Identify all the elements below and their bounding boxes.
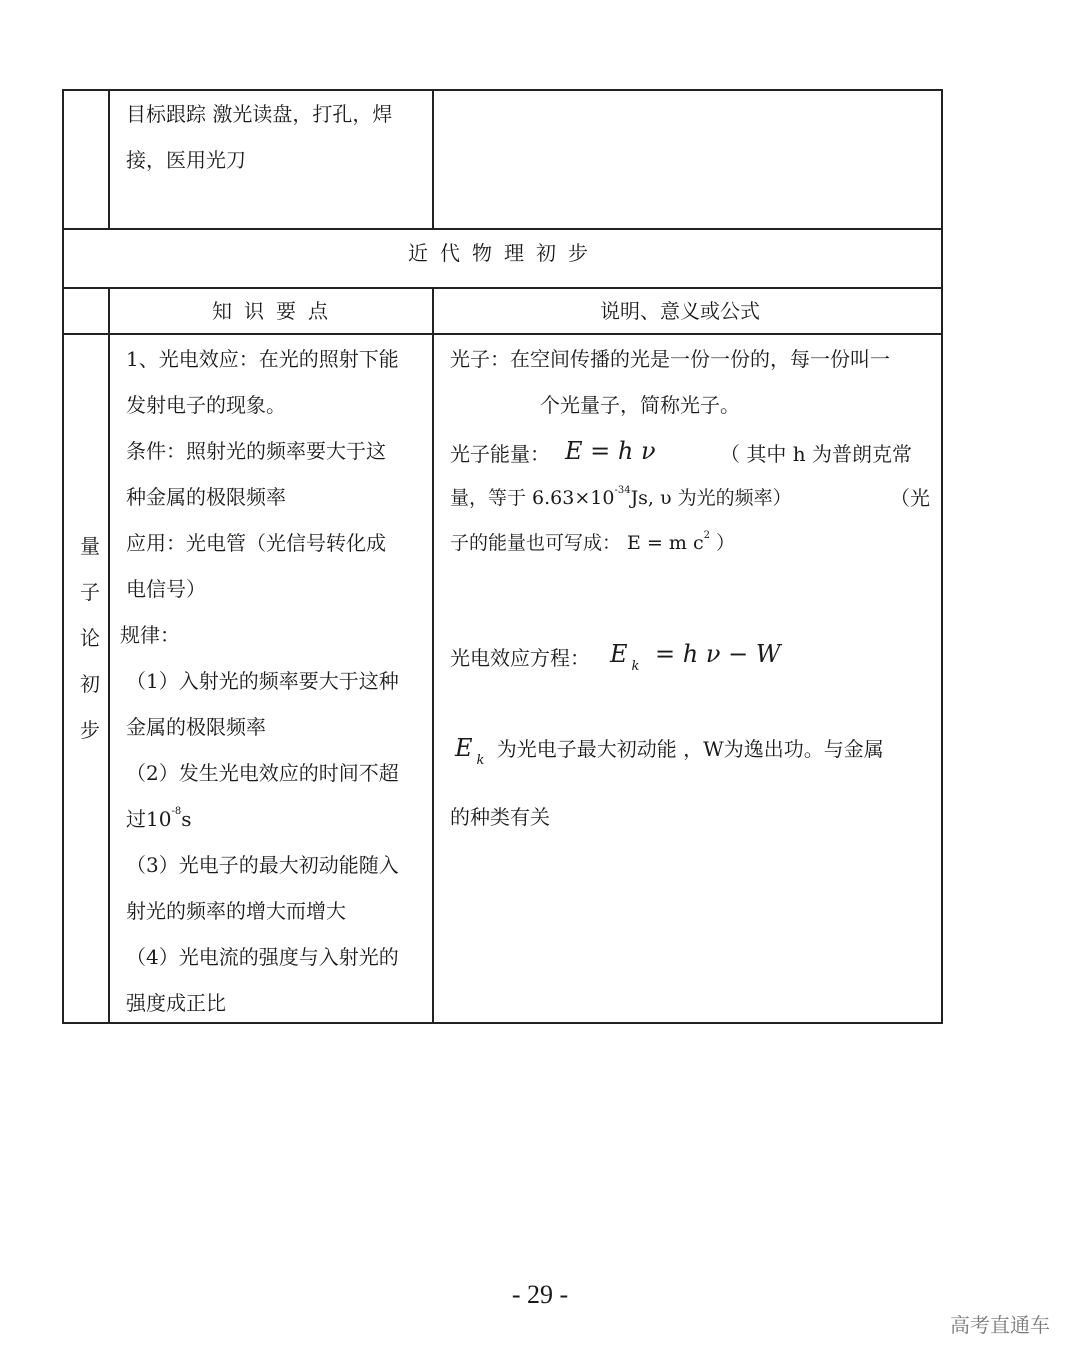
- subscript-k: k: [476, 753, 485, 768]
- col-divider-2: [432, 89, 434, 230]
- category-char: 量: [80, 534, 100, 558]
- knowledge-line: 规律：: [120, 623, 180, 647]
- photon-energy-line-2-tail: （光: [890, 486, 930, 510]
- knowledge-line: 电信号）: [126, 577, 206, 601]
- exponent: -34: [614, 484, 631, 496]
- table-border-left: [62, 89, 64, 1024]
- category-char: 子: [80, 580, 100, 604]
- photoelectric-equation: [610, 640, 781, 674]
- photon-energy-label: 光子能量：: [450, 442, 550, 466]
- energy-text: ）: [709, 532, 736, 554]
- energy-text: 子的能量也可写成： E = m c: [450, 532, 704, 554]
- section-title: 近代物理初步: [408, 241, 600, 265]
- top-row-line-1: 目标跟踪 激光读盘，打孔，焊: [126, 102, 393, 126]
- knowledge-line: （4）光电流的强度与入射光的: [126, 945, 399, 969]
- table-border-right: [941, 89, 943, 1024]
- table-border-top: [62, 89, 943, 91]
- knowledge-line: 条件：照射光的频率要大于这: [126, 439, 386, 463]
- subscript-k: k: [631, 659, 640, 674]
- knowledge-line: （3）光电子的最大初动能随入: [126, 853, 399, 877]
- photon-energy-line-2: [450, 486, 792, 510]
- category-char: 论: [80, 626, 100, 650]
- table-border-bottom: [62, 1022, 943, 1024]
- column-header-explanation: 说明、意义或公式: [600, 299, 760, 323]
- unit: s: [181, 807, 192, 831]
- knowledge-line: 金属的极限频率: [126, 715, 266, 739]
- energy-text: Js, υ 为光的频率）: [630, 487, 792, 509]
- photon-energy-note: （ 其中 h 为普朗克常: [720, 442, 912, 466]
- row-divider: [62, 228, 943, 230]
- knowledge-line: 种金属的极限频率: [126, 485, 286, 509]
- kinetic-energy-line: [455, 734, 884, 768]
- photon-definition-2: 个光量子，简称光子。: [540, 393, 740, 417]
- kinetic-energy-text: 为光电子最大初动能 ，W为逸出功。与金属: [490, 737, 884, 761]
- photoelectric-equation-label: 光电效应方程：: [450, 646, 590, 670]
- row-divider: [62, 287, 943, 289]
- knowledge-line: （2）发生光电效应的时间不超: [126, 761, 399, 785]
- row-divider: [62, 333, 943, 335]
- watermark: 高考直通车: [950, 1313, 1050, 1337]
- knowledge-text: 过10: [126, 807, 172, 831]
- knowledge-line: [126, 807, 191, 831]
- energy-text: 量，等于 6.63×10: [450, 487, 615, 509]
- top-row-line-2: 接，医用光刀: [126, 148, 246, 172]
- knowledge-line: 应用：光电管（光信号转化成: [126, 531, 386, 555]
- physics-table: [62, 89, 943, 1024]
- exponent: -8: [171, 806, 182, 818]
- col-divider-1: [108, 89, 110, 230]
- photon-definition-1: 光子：在空间传播的光是一份一份的，每一份叫一: [450, 347, 890, 371]
- photon-energy-formula: E = h ν: [565, 437, 656, 465]
- category-char: 初: [80, 672, 100, 696]
- photon-energy-line-3: [450, 531, 735, 555]
- symbol-E: E: [610, 640, 628, 668]
- category-char: 步: [80, 718, 100, 742]
- symbol-E: E: [455, 734, 473, 762]
- knowledge-line: （1）入射光的频率要大于这种: [126, 669, 399, 693]
- knowledge-line: 射光的频率的增大而增大: [126, 899, 346, 923]
- kinetic-energy-line-2: 的种类有关: [450, 805, 550, 829]
- col-divider-1: [108, 287, 110, 1024]
- page-number: - 29 -: [511, 1280, 569, 1309]
- column-header-knowledge: 知识要点: [212, 299, 340, 323]
- col-divider-2: [432, 287, 434, 1024]
- knowledge-line: 发射电子的现象。: [126, 393, 286, 417]
- knowledge-line: 1、光电效应：在光的照射下能: [126, 347, 399, 371]
- equation-rest: = h ν − W: [647, 640, 781, 668]
- knowledge-line: 强度成正比: [126, 991, 226, 1015]
- exponent: 2: [703, 529, 710, 541]
